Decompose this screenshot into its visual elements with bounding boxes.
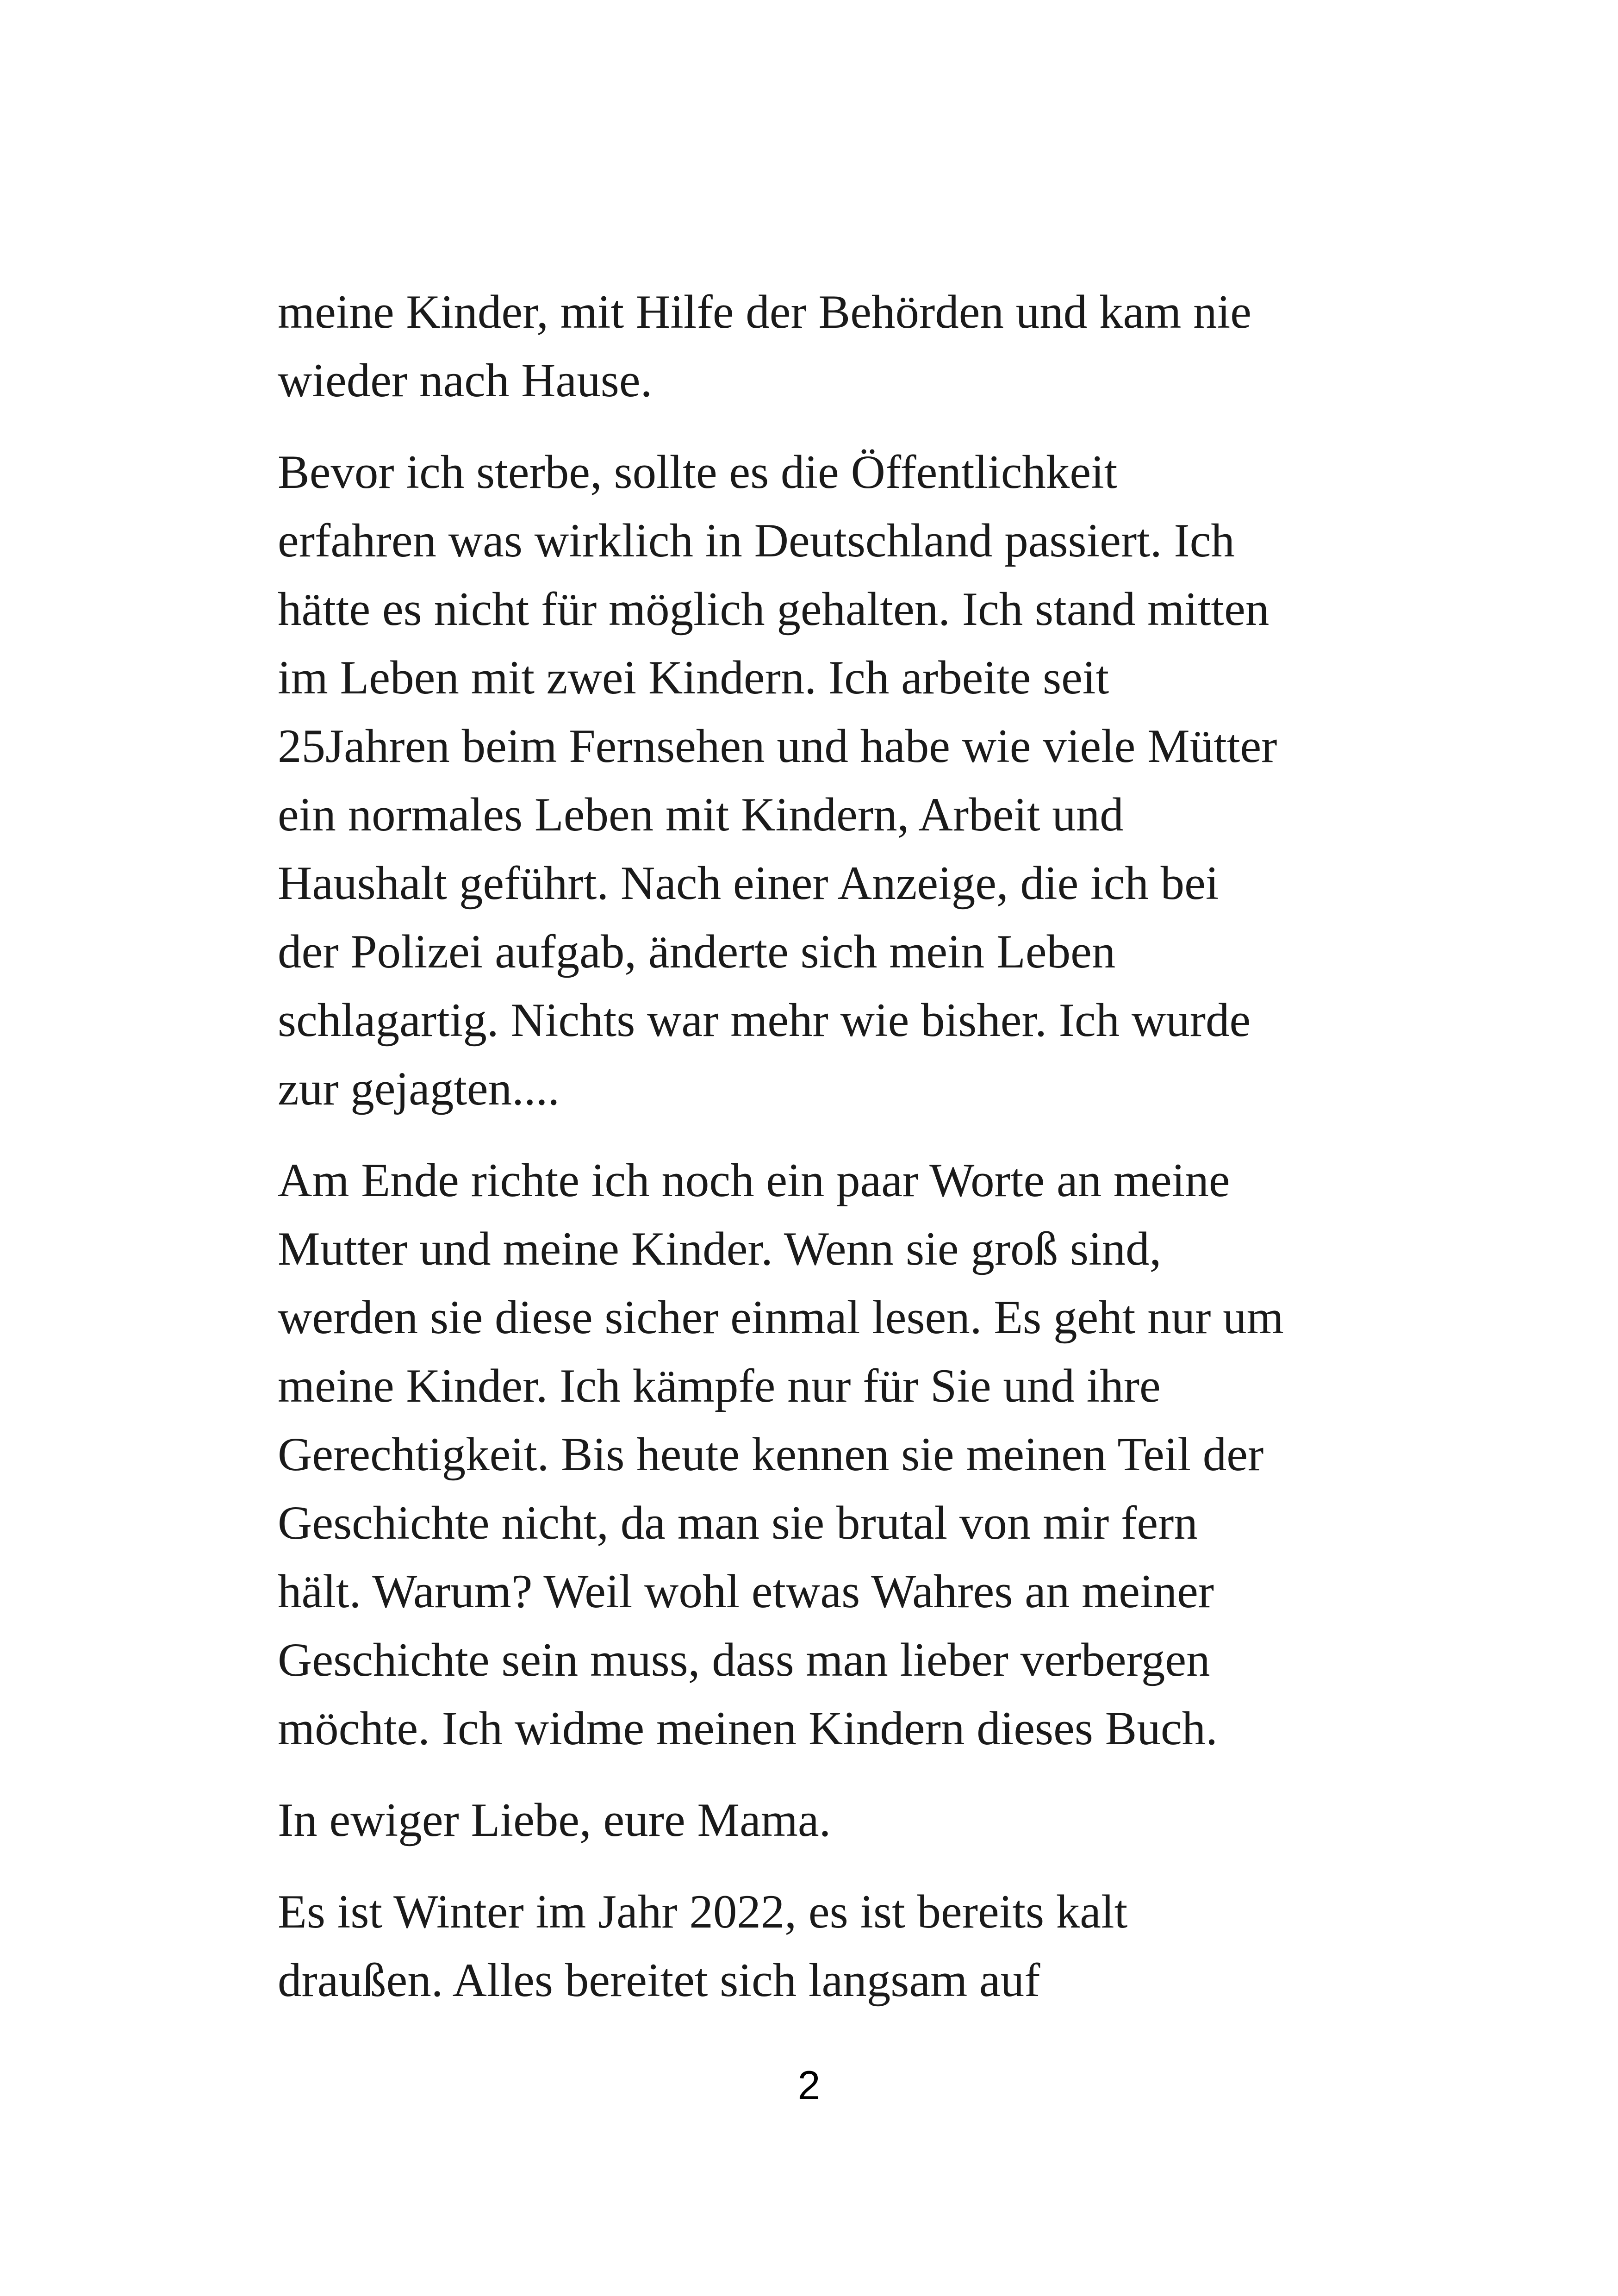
- text-line: ein normales Leben mit Kindern, Arbeit und: [278, 788, 1124, 841]
- text-line: schlagartig. Nichts war mehr wie bisher. Ich wurde: [278, 994, 1251, 1047]
- text-line: Gerechtigkeit. Bis heute kennen sie meinen Teil der: [278, 1428, 1264, 1481]
- text-line: erfahren was wirklich in Deutschland passiert. Ich: [278, 514, 1235, 567]
- paragraph-gap: [278, 1854, 1342, 1878]
- text-line: im Leben mit zwei Kindern. Ich arbeite seit: [278, 651, 1109, 704]
- text-line: Geschichte nicht, da man sie brutal von mir fern: [278, 1497, 1198, 1549]
- paragraph-gap: [278, 1763, 1342, 1786]
- text-line: Haushalt geführt. Nach einer Anzeige, die ich bei: [278, 857, 1219, 910]
- page-number: 2: [797, 2062, 821, 2108]
- text-line: draußen. Alles bereitet sich langsam auf: [278, 1954, 1040, 2007]
- text-line: Es ist Winter im Jahr 2022, es ist bereits kalt: [278, 1885, 1128, 1938]
- text-line: Geschichte sein muss, dass man lieber verbergen: [278, 1634, 1210, 1686]
- text-line: möchte. Ich widme meinen Kindern dieses Buch.: [278, 1702, 1218, 1755]
- paragraph-5: [278, 1878, 1342, 2015]
- paragraph-gap: [278, 1123, 1342, 1146]
- paragraph-2: [278, 438, 1342, 1123]
- text-line: werden sie diese sicher einmal lesen. Es geht nur um: [278, 1291, 1284, 1344]
- paragraph-gap: [278, 415, 1342, 438]
- text-line: 25Jahren beim Fernsehen und habe wie viele Mütter: [278, 720, 1277, 773]
- text-line: Am Ende richte ich noch ein paar Worte an meine: [278, 1154, 1230, 1207]
- paragraph-4: [278, 1786, 1342, 1854]
- text-line: der Polizei aufgab, änderte sich mein Leben: [278, 925, 1116, 978]
- text-line: hätte es nicht für möglich gehalten. Ich stand mitten: [278, 583, 1270, 636]
- text-line: zur gejagten....: [278, 1062, 560, 1115]
- text-line: Bevor ich sterbe, sollte es die Öffentlichkeit: [278, 446, 1118, 499]
- text-line: wieder nach Hause.: [278, 354, 653, 407]
- text-line: Mutter und meine Kinder. Wenn sie groß sind,: [278, 1223, 1162, 1275]
- text-line: hält. Warum? Weil wohl etwas Wahres an meiner: [278, 1565, 1214, 1618]
- text-line: meine Kinder. Ich kämpfe nur für Sie und ihre: [278, 1360, 1161, 1412]
- text-line: meine Kinder, mit Hilfe der Behörden und kam nie: [278, 286, 1251, 338]
- body-text: [278, 278, 1342, 2015]
- paragraph-3: [278, 1146, 1342, 1763]
- text-line: In ewiger Liebe, eure Mama.: [278, 1794, 831, 1847]
- paragraph-1: [278, 278, 1342, 415]
